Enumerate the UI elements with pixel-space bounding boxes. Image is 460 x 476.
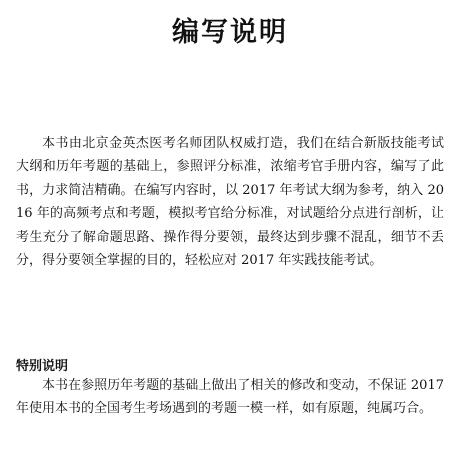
page-title: 编写说明 (172, 17, 288, 48)
special-note-heading: 特别说明 (16, 359, 69, 374)
special-note-paragraph: 本书在参照历年考题的基础上做出了相关的修改和变动，不保证 2017 年使用本书的全国考生考场遇到的考题一模一样，如有原题，纯属巧合。 (16, 378, 444, 417)
intro-paragraph: 本书由北京金英杰医考名师团队权威打造，我们在结合新版技能考试大纲和历年考题的基础上，参照评分标准，浓缩考官手册内容，编写了此书，力求简洁精确。在编写内容时，以 2017 年考试大纲为参考，纳入 2016 年的高频考点和考题，模拟考官给分标准，对试题给分点进行剖析，让考生充分了解命题思路、操作得分要领，最终达到步骤不混乱，细节不丢分，得分要领全掌握的目的，轻松应对 2017 年实践技能考试。 (16, 136, 444, 269)
